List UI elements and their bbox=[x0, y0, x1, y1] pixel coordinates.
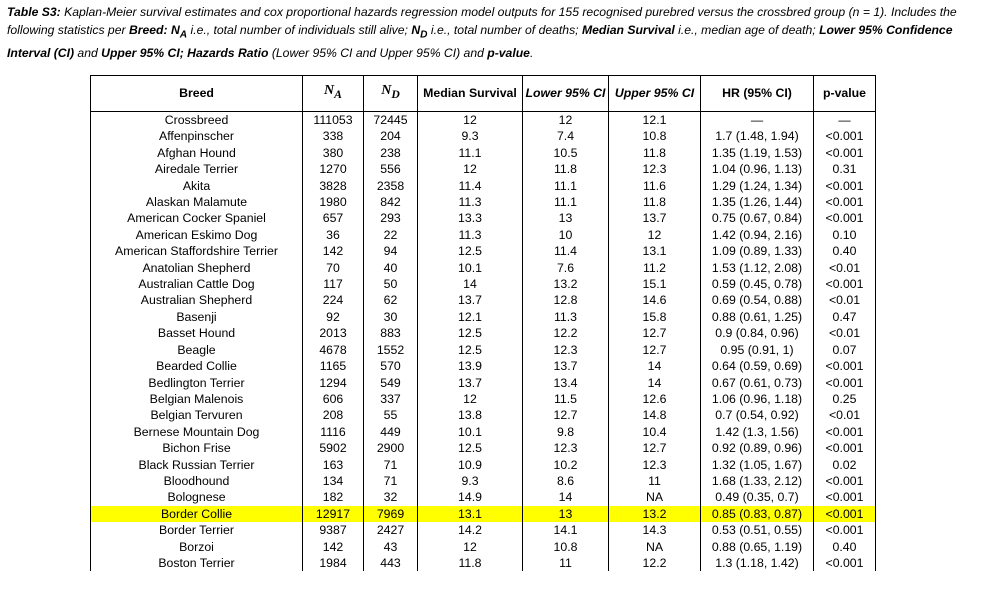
cell-na: 1165 bbox=[303, 358, 364, 374]
cell-nd: 883 bbox=[364, 325, 418, 341]
cell-p: 0.31 bbox=[814, 161, 876, 177]
cell-na: 111053 bbox=[303, 112, 364, 129]
cell-hr: 1.68 (1.33, 2.12) bbox=[701, 473, 814, 489]
cell-breed: Bichon Frise bbox=[91, 440, 303, 456]
cell-hr: 0.88 (0.61, 1.25) bbox=[701, 309, 814, 325]
table-row bbox=[91, 194, 876, 210]
cell-upper: 12.6 bbox=[609, 391, 701, 407]
cell-hr: 0.95 (0.91, 1) bbox=[701, 342, 814, 358]
cell-upper: 14 bbox=[609, 375, 701, 391]
cell-breed: American Staffordshire Terrier bbox=[91, 243, 303, 259]
cell-na: 1980 bbox=[303, 194, 364, 210]
cell-breed: Bedlington Terrier bbox=[91, 375, 303, 391]
cell-nd: 2900 bbox=[364, 440, 418, 456]
cell-median: 11.1 bbox=[418, 145, 523, 161]
cell-p: <0.001 bbox=[814, 358, 876, 374]
cell-breed: Belgian Tervuren bbox=[91, 407, 303, 423]
cell-na: 3828 bbox=[303, 178, 364, 194]
header-hr: HR (95% CI) bbox=[701, 76, 814, 112]
table-row bbox=[91, 309, 876, 325]
cell-na: 142 bbox=[303, 539, 364, 555]
cell-breed: Beagle bbox=[91, 342, 303, 358]
cell-nd: 337 bbox=[364, 391, 418, 407]
cell-breed: Australian Shepherd bbox=[91, 292, 303, 308]
caption-pvalue: p-value bbox=[487, 46, 530, 61]
cell-breed: Afghan Hound bbox=[91, 145, 303, 161]
cell-p: <0.01 bbox=[814, 407, 876, 423]
cell-p: <0.001 bbox=[814, 424, 876, 440]
table-row bbox=[91, 112, 876, 129]
cell-nd: 7969 bbox=[364, 506, 418, 522]
cell-na: 338 bbox=[303, 128, 364, 144]
cell-breed: Crossbreed bbox=[91, 112, 303, 129]
cell-lower: 13.2 bbox=[523, 276, 609, 292]
cell-median: 12 bbox=[418, 391, 523, 407]
cell-upper: 15.8 bbox=[609, 309, 701, 325]
cell-median: 12.5 bbox=[418, 325, 523, 341]
cell-median: 12 bbox=[418, 539, 523, 555]
cell-median: 10.1 bbox=[418, 260, 523, 276]
cell-upper: 10.8 bbox=[609, 128, 701, 144]
cell-p: <0.001 bbox=[814, 194, 876, 210]
cell-p: 0.47 bbox=[814, 309, 876, 325]
cell-breed: Basset Hound bbox=[91, 325, 303, 341]
table-row bbox=[91, 489, 876, 505]
cell-breed: American Eskimo Dog bbox=[91, 227, 303, 243]
cell-upper: 11 bbox=[609, 473, 701, 489]
cell-breed: American Cocker Spaniel bbox=[91, 210, 303, 226]
table-row bbox=[91, 276, 876, 292]
cell-na: 208 bbox=[303, 407, 364, 423]
table-row bbox=[91, 522, 876, 538]
table-row-highlighted bbox=[91, 506, 876, 522]
cell-upper: 13.2 bbox=[609, 506, 701, 522]
cell-breed: Border Terrier bbox=[91, 522, 303, 538]
header-median: Median Survival bbox=[418, 76, 523, 112]
caption-text-3: i.e., total number of individuals still alive; bbox=[187, 23, 412, 37]
cell-lower: 11.8 bbox=[523, 161, 609, 177]
cell-na: 92 bbox=[303, 309, 364, 325]
cell-lower: 13 bbox=[523, 506, 609, 522]
cell-hr: 1.35 (1.26, 1.44) bbox=[701, 194, 814, 210]
cell-breed: Border Collie bbox=[91, 506, 303, 522]
cell-median: 13.8 bbox=[418, 407, 523, 423]
table-row bbox=[91, 292, 876, 308]
table-row bbox=[91, 210, 876, 226]
cell-lower: 12.2 bbox=[523, 325, 609, 341]
cell-median: 10.9 bbox=[418, 457, 523, 473]
cell-na: 9387 bbox=[303, 522, 364, 538]
cell-na: 4678 bbox=[303, 342, 364, 358]
cell-nd: 62 bbox=[364, 292, 418, 308]
cell-p: <0.001 bbox=[814, 506, 876, 522]
caption-text-8: (Lower 95% CI and Upper 95% CI) and bbox=[268, 46, 488, 61]
cell-breed: Bloodhound bbox=[91, 473, 303, 489]
cell-na: 163 bbox=[303, 457, 364, 473]
cell-median: 12.1 bbox=[418, 309, 523, 325]
cell-lower: 14 bbox=[523, 489, 609, 505]
header-upper: Upper 95% CI bbox=[609, 76, 701, 112]
cell-na: 1270 bbox=[303, 161, 364, 177]
cell-na: 2013 bbox=[303, 325, 364, 341]
cell-na: 5902 bbox=[303, 440, 364, 456]
cell-hr: — bbox=[701, 112, 814, 129]
cell-hr: 1.06 (0.96, 1.18) bbox=[701, 391, 814, 407]
cell-hr: 1.32 (1.05, 1.67) bbox=[701, 457, 814, 473]
cell-lower: 11.1 bbox=[523, 194, 609, 210]
table-body bbox=[91, 112, 876, 572]
cell-median: 14.2 bbox=[418, 522, 523, 538]
cell-nd: 55 bbox=[364, 407, 418, 423]
table-row bbox=[91, 375, 876, 391]
cell-breed: Basenji bbox=[91, 309, 303, 325]
cell-na: 1984 bbox=[303, 555, 364, 571]
cell-upper: 14 bbox=[609, 358, 701, 374]
cell-median: 14 bbox=[418, 276, 523, 292]
cell-hr: 0.53 (0.51, 0.55) bbox=[701, 522, 814, 538]
cell-p: 0.40 bbox=[814, 243, 876, 259]
cell-median: 12.5 bbox=[418, 440, 523, 456]
caption-breed: Breed: bbox=[128, 23, 168, 37]
table-row bbox=[91, 555, 876, 571]
cell-breed: Bernese Mountain Dog bbox=[91, 424, 303, 440]
cell-lower: 7.6 bbox=[523, 260, 609, 276]
cell-upper: 12.3 bbox=[609, 161, 701, 177]
cell-lower: 11.5 bbox=[523, 391, 609, 407]
cell-upper: 12.7 bbox=[609, 342, 701, 358]
table-row bbox=[91, 161, 876, 177]
caption-text-4: i.e., total number of deaths; bbox=[427, 23, 582, 37]
cell-na: 142 bbox=[303, 243, 364, 259]
cell-na: 134 bbox=[303, 473, 364, 489]
cell-p: <0.001 bbox=[814, 210, 876, 226]
cell-upper: 11.8 bbox=[609, 194, 701, 210]
table-row bbox=[91, 128, 876, 144]
cell-lower: 13 bbox=[523, 210, 609, 226]
caption-upper: Upper 95% CI; bbox=[101, 46, 184, 61]
cell-breed: Alaskan Malamute bbox=[91, 194, 303, 210]
table-caption bbox=[7, 3, 997, 62]
cell-upper: 11.6 bbox=[609, 178, 701, 194]
cell-breed: Anatolian Shepherd bbox=[91, 260, 303, 276]
cell-nd: 43 bbox=[364, 539, 418, 555]
cell-p: <0.001 bbox=[814, 276, 876, 292]
cell-nd: 22 bbox=[364, 227, 418, 243]
cell-na: 1116 bbox=[303, 424, 364, 440]
cell-median: 10.1 bbox=[418, 424, 523, 440]
cell-hr: 0.92 (0.89, 0.96) bbox=[701, 440, 814, 456]
caption-text-9: . bbox=[529, 46, 534, 61]
caption-hr: Hazards Ratio bbox=[187, 46, 269, 61]
cell-na: 12917 bbox=[303, 506, 364, 522]
caption-text-1: Kaplan-Meier survival estimates and cox proportional hazards regression model outputs for 155 recognised purebred versus the crossbred group (n = 1). bbox=[60, 5, 888, 19]
cell-upper: 12.1 bbox=[609, 112, 701, 129]
cell-median: 13.1 bbox=[418, 506, 523, 522]
cell-nd: 40 bbox=[364, 260, 418, 276]
cell-upper: 12.7 bbox=[609, 325, 701, 341]
cell-median: 11.3 bbox=[418, 194, 523, 210]
cell-lower: 12.3 bbox=[523, 440, 609, 456]
table-row bbox=[91, 539, 876, 555]
cell-breed: Affenpinscher bbox=[91, 128, 303, 144]
cell-p: — bbox=[814, 112, 876, 129]
caption-nd: $N_D$ bbox=[411, 23, 428, 41]
cell-p: <0.001 bbox=[814, 440, 876, 456]
cell-nd: 549 bbox=[364, 375, 418, 391]
header-breed: Breed bbox=[91, 76, 303, 112]
cell-p: <0.001 bbox=[814, 555, 876, 571]
cell-nd: 570 bbox=[364, 358, 418, 374]
cell-na: 36 bbox=[303, 227, 364, 243]
cell-hr: 1.35 (1.19, 1.53) bbox=[701, 145, 814, 161]
cell-median: 13.3 bbox=[418, 210, 523, 226]
cell-lower: 10.8 bbox=[523, 539, 609, 555]
table-row bbox=[91, 227, 876, 243]
cell-median: 13.9 bbox=[418, 358, 523, 374]
cell-na: 657 bbox=[303, 210, 364, 226]
cell-nd: 293 bbox=[364, 210, 418, 226]
cell-nd: 32 bbox=[364, 489, 418, 505]
table-row bbox=[91, 243, 876, 259]
cell-p: 0.02 bbox=[814, 457, 876, 473]
cell-median: 13.7 bbox=[418, 292, 523, 308]
cell-p: 0.25 bbox=[814, 391, 876, 407]
cell-upper: 12.7 bbox=[609, 440, 701, 456]
cell-p: 0.10 bbox=[814, 227, 876, 243]
cell-hr: 1.29 (1.24, 1.34) bbox=[701, 178, 814, 194]
cell-lower: 11.1 bbox=[523, 178, 609, 194]
cell-hr: 1.04 (0.96, 1.13) bbox=[701, 161, 814, 177]
cell-nd: 50 bbox=[364, 276, 418, 292]
caption-text-6: and bbox=[74, 46, 102, 61]
survival-table bbox=[90, 75, 876, 571]
cell-lower: 13.7 bbox=[523, 358, 609, 374]
cell-p: <0.001 bbox=[814, 145, 876, 161]
cell-nd: 443 bbox=[364, 555, 418, 571]
cell-nd: 2427 bbox=[364, 522, 418, 538]
caption-lower: Lower 95% Confidence Interval (CI) bbox=[7, 23, 953, 61]
table-row bbox=[91, 178, 876, 194]
cell-median: 11.8 bbox=[418, 555, 523, 571]
cell-hr: 0.67 (0.61, 0.73) bbox=[701, 375, 814, 391]
cell-lower: 12.3 bbox=[523, 342, 609, 358]
cell-p: <0.001 bbox=[814, 522, 876, 538]
cell-hr: 0.7 (0.54, 0.92) bbox=[701, 407, 814, 423]
cell-nd: 842 bbox=[364, 194, 418, 210]
cell-upper: 14.3 bbox=[609, 522, 701, 538]
cell-upper: 12.3 bbox=[609, 457, 701, 473]
cell-median: 9.3 bbox=[418, 473, 523, 489]
cell-nd: 1552 bbox=[364, 342, 418, 358]
cell-hr: 0.59 (0.45, 0.78) bbox=[701, 276, 814, 292]
cell-p: <0.001 bbox=[814, 473, 876, 489]
cell-hr: 0.69 (0.54, 0.88) bbox=[701, 292, 814, 308]
table-row bbox=[91, 325, 876, 341]
table-row bbox=[91, 440, 876, 456]
cell-nd: 449 bbox=[364, 424, 418, 440]
cell-na: 117 bbox=[303, 276, 364, 292]
cell-nd: 30 bbox=[364, 309, 418, 325]
cell-lower: 7.4 bbox=[523, 128, 609, 144]
cell-lower: 11 bbox=[523, 555, 609, 571]
cell-nd: 556 bbox=[364, 161, 418, 177]
cell-nd: 71 bbox=[364, 457, 418, 473]
table-row bbox=[91, 424, 876, 440]
cell-hr: 1.42 (1.3, 1.56) bbox=[701, 424, 814, 440]
cell-upper: NA bbox=[609, 539, 701, 555]
cell-hr: 0.64 (0.59, 0.69) bbox=[701, 358, 814, 374]
cell-median: 13.7 bbox=[418, 375, 523, 391]
caption-na: $N_A$ bbox=[170, 23, 188, 41]
caption-label: Table S3: bbox=[7, 5, 61, 19]
cell-nd: 94 bbox=[364, 243, 418, 259]
cell-breed: Black Russian Terrier bbox=[91, 457, 303, 473]
cell-lower: 13.4 bbox=[523, 375, 609, 391]
cell-lower: 14.1 bbox=[523, 522, 609, 538]
cell-upper: 14.6 bbox=[609, 292, 701, 308]
cell-upper: 13.1 bbox=[609, 243, 701, 259]
caption-text-5: i.e., median age of death; bbox=[674, 23, 816, 37]
cell-hr: 1.53 (1.12, 2.08) bbox=[701, 260, 814, 276]
cell-median: 14.9 bbox=[418, 489, 523, 505]
cell-hr: 1.42 (0.94, 2.16) bbox=[701, 227, 814, 243]
cell-lower: 10.5 bbox=[523, 145, 609, 161]
caption-median: Median Survival bbox=[581, 23, 675, 37]
cell-upper: 14.8 bbox=[609, 407, 701, 423]
cell-nd: 2358 bbox=[364, 178, 418, 194]
cell-upper: 11.8 bbox=[609, 145, 701, 161]
cell-breed: Akita bbox=[91, 178, 303, 194]
cell-lower: 12.8 bbox=[523, 292, 609, 308]
cell-nd: 204 bbox=[364, 128, 418, 144]
cell-lower: 12 bbox=[523, 112, 609, 129]
table-row bbox=[91, 260, 876, 276]
cell-nd: 72445 bbox=[364, 112, 418, 129]
table-row bbox=[91, 473, 876, 489]
cell-p: <0.01 bbox=[814, 325, 876, 341]
cell-lower: 8.6 bbox=[523, 473, 609, 489]
cell-hr: 1.7 (1.48, 1.94) bbox=[701, 128, 814, 144]
cell-hr: 0.49 (0.35, 0.7) bbox=[701, 489, 814, 505]
cell-na: 224 bbox=[303, 292, 364, 308]
table-row bbox=[91, 145, 876, 161]
cell-breed: Airedale Terrier bbox=[91, 161, 303, 177]
cell-na: 606 bbox=[303, 391, 364, 407]
cell-hr: 0.88 (0.65, 1.19) bbox=[701, 539, 814, 555]
caption-text-2: Includes the following statistics per bbox=[7, 5, 957, 37]
cell-breed: Bolognese bbox=[91, 489, 303, 505]
cell-na: 380 bbox=[303, 145, 364, 161]
header-nd: $N_D$ bbox=[364, 76, 418, 112]
cell-breed: Australian Cattle Dog bbox=[91, 276, 303, 292]
cell-upper: NA bbox=[609, 489, 701, 505]
cell-upper: 12.2 bbox=[609, 555, 701, 571]
cell-hr: 0.85 (0.83, 0.87) bbox=[701, 506, 814, 522]
table-header-row bbox=[91, 76, 876, 112]
cell-lower: 9.8 bbox=[523, 424, 609, 440]
cell-nd: 238 bbox=[364, 145, 418, 161]
cell-na: 182 bbox=[303, 489, 364, 505]
cell-upper: 12 bbox=[609, 227, 701, 243]
cell-lower: 12.7 bbox=[523, 407, 609, 423]
header-p: p-value bbox=[814, 76, 876, 112]
cell-p: 0.40 bbox=[814, 539, 876, 555]
cell-hr: 0.75 (0.67, 0.84) bbox=[701, 210, 814, 226]
cell-median: 12.5 bbox=[418, 342, 523, 358]
cell-lower: 10.2 bbox=[523, 457, 609, 473]
cell-upper: 10.4 bbox=[609, 424, 701, 440]
cell-p: <0.001 bbox=[814, 128, 876, 144]
cell-median: 11.3 bbox=[418, 227, 523, 243]
cell-median: 12 bbox=[418, 161, 523, 177]
cell-na: 70 bbox=[303, 260, 364, 276]
cell-p: <0.001 bbox=[814, 489, 876, 505]
table-row bbox=[91, 391, 876, 407]
cell-median: 12 bbox=[418, 112, 523, 129]
cell-breed: Borzoi bbox=[91, 539, 303, 555]
cell-hr: 1.09 (0.89, 1.33) bbox=[701, 243, 814, 259]
cell-na: 1294 bbox=[303, 375, 364, 391]
cell-p: <0.001 bbox=[814, 375, 876, 391]
cell-upper: 15.1 bbox=[609, 276, 701, 292]
cell-p: 0.07 bbox=[814, 342, 876, 358]
cell-lower: 11.3 bbox=[523, 309, 609, 325]
table-row bbox=[91, 457, 876, 473]
cell-lower: 10 bbox=[523, 227, 609, 243]
cell-median: 12.5 bbox=[418, 243, 523, 259]
cell-breed: Bearded Collie bbox=[91, 358, 303, 374]
cell-upper: 11.2 bbox=[609, 260, 701, 276]
cell-median: 11.4 bbox=[418, 178, 523, 194]
table-row bbox=[91, 358, 876, 374]
cell-p: <0.001 bbox=[814, 178, 876, 194]
cell-hr: 1.3 (1.18, 1.42) bbox=[701, 555, 814, 571]
cell-breed: Boston Terrier bbox=[91, 555, 303, 571]
cell-breed: Belgian Malenois bbox=[91, 391, 303, 407]
cell-hr: 0.9 (0.84, 0.96) bbox=[701, 325, 814, 341]
cell-nd: 71 bbox=[364, 473, 418, 489]
table-row bbox=[91, 407, 876, 423]
header-na: $N_A$ bbox=[303, 76, 364, 112]
cell-p: <0.01 bbox=[814, 292, 876, 308]
table-row bbox=[91, 342, 876, 358]
cell-p: <0.01 bbox=[814, 260, 876, 276]
cell-upper: 13.7 bbox=[609, 210, 701, 226]
cell-median: 9.3 bbox=[418, 128, 523, 144]
cell-lower: 11.4 bbox=[523, 243, 609, 259]
header-lower: Lower 95% CI bbox=[523, 76, 609, 112]
